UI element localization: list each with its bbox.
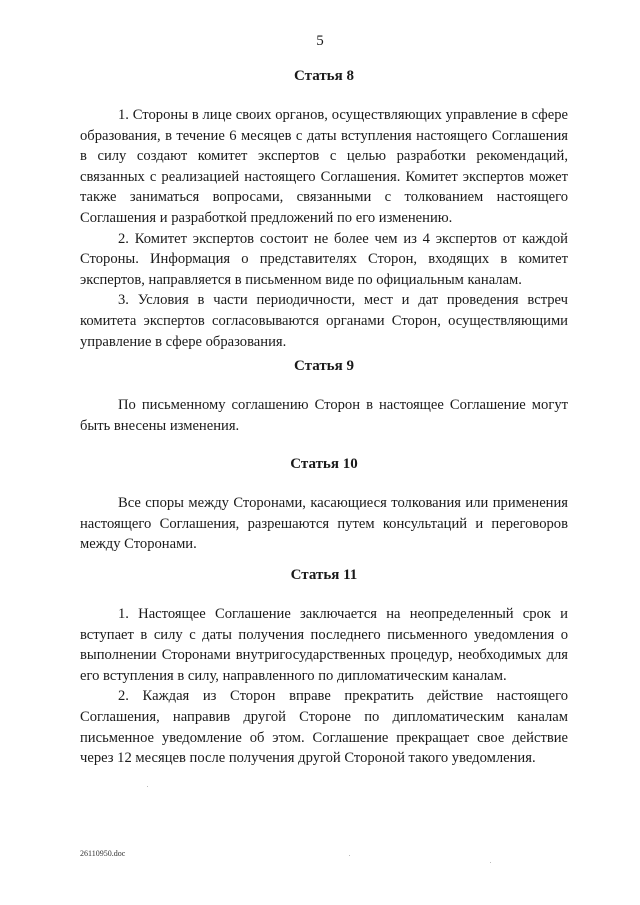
footer-filename: 26110950.doc [80, 849, 126, 858]
article-9 [80, 357, 568, 436]
article-title: Статья 9 [294, 358, 354, 374]
article-body [80, 105, 568, 352]
paragraph: По письменному соглашению Сторон в настоящее Соглашение могут быть внесены изменения. [80, 397, 568, 434]
page-number: 5 [316, 33, 324, 49]
scan-speck [349, 855, 350, 856]
paragraph: 2. Комитет экспертов состоит не более чем из 4 экспертов от каждой Стороны. Информация о представителях Сторон, входящих в комитет экспертов, направляется в письменном виде по официальным каналам. [80, 230, 568, 288]
paragraph: 1. Стороны в лице своих органов, осуществляющих управление в сфере образования, в течение 6 месяцев с даты вступления настоящего Соглашения в силу создают комитет экспертов с целью разработки рекомендаций, связанных с реализацией настоящего Соглашения. Комитет экспертов может также заниматься вопросами, связанными с толкованием настоящего Соглашения и разработкой предложений по его изменению. [80, 107, 568, 226]
paragraph: 3. Условия в части периодичности, мест и дат проведения встреч комитета экспертов согласовываются органами Сторон, осуществляющими управление в сфере образования. [80, 292, 568, 350]
paragraph: Все споры между Сторонами, касающиеся толкования или применения настоящего Соглашения, разрешаются путем консультаций и переговоров между Сторонами. [80, 495, 568, 553]
article-title: Статья 10 [290, 456, 358, 472]
article-body [80, 395, 568, 436]
article-body [80, 493, 568, 555]
article-10 [80, 455, 568, 555]
article-title: Статья 11 [290, 567, 358, 583]
article-11 [80, 566, 568, 769]
paragraph: 2. Каждая из Сторон вправе прекратить действие настоящего Соглашения, направив другой Стороне по дипломатическим каналам письменное уведомление об этом. Соглашение прекращает свое действие через 12 месяцев после получения другой Стороной такого уведомления. [80, 688, 568, 767]
paragraph: 1. Настоящее Соглашение заключается на неопределенный срок и вступает в силу с даты получения последнего письменного уведомления о выполнении Сторонами внутригосударственных процедур, необходимых для его вступления в силу, направленного по дипломатическим каналам. [80, 606, 568, 684]
article-title: Статья 8 [294, 68, 354, 84]
scan-speck [147, 786, 148, 787]
scan-speck [490, 862, 491, 863]
article-body [80, 604, 568, 769]
article-8 [80, 67, 568, 352]
